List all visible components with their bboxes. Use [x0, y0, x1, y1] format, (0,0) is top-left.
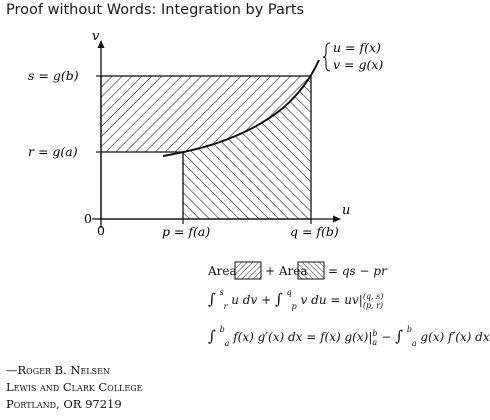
formula1-eval-upper: (q, s): [362, 291, 384, 301]
legend-swatch-u-dv: [235, 262, 261, 279]
page-title: Proof without Words: Integration by Parts: [6, 2, 305, 18]
origin-x-label: 0: [97, 223, 105, 238]
formula-uv: [208, 290, 383, 310]
formula2-lower-a-2: a: [411, 339, 417, 348]
formula1-lower-r: r: [223, 302, 228, 311]
formula1-eval-lower: (p, r): [362, 300, 384, 310]
formula-fg: [208, 327, 490, 347]
parametrization-brace: [323, 43, 330, 71]
formula1-upper-q: q: [286, 288, 292, 297]
formula1-lower-p: p: [291, 302, 297, 311]
x-tick-label-q: q = f(b): [290, 224, 339, 239]
eval-bar-2: |: [368, 330, 373, 344]
formula2-upper-b-2: b: [406, 325, 412, 334]
formula1-plus: +: [261, 293, 272, 307]
author-block: [6, 362, 142, 413]
u-axis-label: u: [342, 203, 351, 218]
author-institution: Lewis and Clark College: [6, 380, 143, 394]
y-tick-label-s: s = g(b): [28, 68, 79, 83]
integral-sign-2: ∫: [274, 290, 283, 308]
formula2-equals: = f(x) g(x): [306, 330, 369, 344]
formula2-upper-b-1: b: [219, 325, 225, 334]
formula2-integrand-1: f(x) g′(x) dx: [233, 330, 303, 344]
origin-y-label: 0: [84, 211, 92, 226]
formula2-integrand-2: g(x) f′(x) dx: [420, 330, 490, 344]
formula1-eq: = uv: [330, 293, 359, 307]
x-tick-label-p: p = f(a): [162, 224, 211, 239]
author-location: Portland, OR 97219: [6, 397, 122, 411]
author-name: —Roger B. Nelsen: [6, 363, 110, 377]
legend-result: = qs − pr: [328, 264, 387, 278]
v-definition: v = g(x): [333, 57, 384, 72]
formula1-left: u dv: [231, 293, 258, 307]
formula2-eval-upper-b: b: [372, 328, 378, 338]
v-axis-label: v: [92, 29, 100, 44]
formula1-right: v du: [300, 293, 327, 307]
u-definition: u = f(x): [333, 40, 381, 55]
y-tick-label-r: r = g(a): [28, 144, 78, 159]
eval-bar-1: |: [358, 293, 363, 307]
formula2-minus: −: [381, 330, 392, 344]
formula1-upper-s: s: [219, 288, 224, 297]
legend-plus-area: + Area: [265, 264, 308, 278]
formula2-eval-lower-a: a: [372, 337, 378, 347]
u-axis-arrow: [333, 216, 341, 223]
integral-sign-4: ∫: [395, 327, 404, 345]
integral-sign-1: ∫: [208, 290, 216, 308]
integral-sign-3: ∫: [208, 327, 216, 345]
formula2-lower-a-1: a: [224, 339, 230, 348]
legend-area-label-1: Area: [208, 264, 237, 278]
